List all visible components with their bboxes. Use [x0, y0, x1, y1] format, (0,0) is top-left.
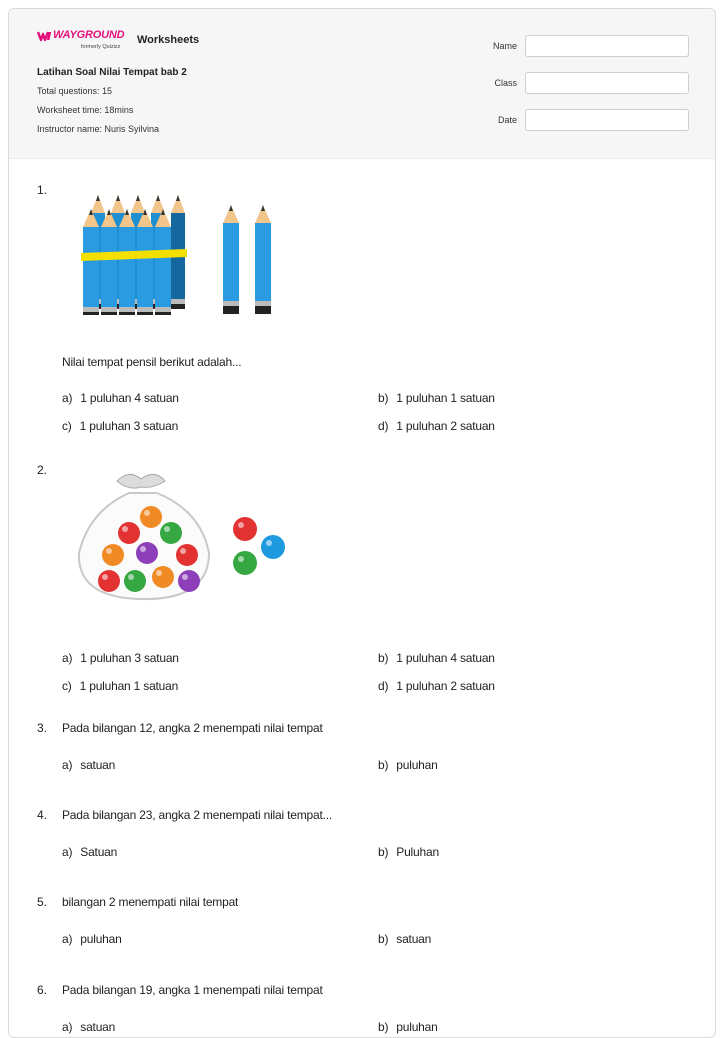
option-text: 1 puluhan 3 satuan [79, 419, 179, 433]
option-text: 1 puluhan 3 satuan [80, 651, 179, 665]
question-text: Pada bilangan 12, angka 2 menempati nilai tempat [62, 721, 323, 735]
question-text: Nilai tempat pensil berikut adalah... [62, 355, 242, 369]
option-a[interactable] [62, 758, 115, 772]
date-row [469, 109, 689, 131]
worksheet-header [9, 9, 715, 159]
option-text: 1 puluhan 4 satuan [396, 651, 495, 665]
option-a[interactable] [62, 391, 179, 405]
option-b[interactable] [378, 932, 431, 946]
instructor-name: Instructor name: Nuris Syilvina [37, 124, 160, 134]
brand [37, 29, 199, 55]
question-number: 2. [37, 463, 48, 477]
option-letter: d) [378, 679, 389, 693]
option-text: puluhan [396, 758, 438, 772]
option-b[interactable] [378, 651, 495, 665]
option-letter: b) [378, 391, 389, 405]
option-letter: b) [378, 845, 389, 859]
total-questions: Total questions: 15 [37, 86, 113, 96]
question-number: 3. [37, 721, 48, 735]
option-text: puluhan [396, 1020, 438, 1034]
name-field[interactable] [525, 35, 689, 57]
option-letter: b) [378, 758, 389, 772]
wayground-logo [37, 29, 133, 55]
option-letter: a) [62, 651, 73, 665]
student-fields [469, 35, 689, 146]
option-text: 1 puluhan 1 satuan [79, 679, 179, 693]
option-d[interactable] [378, 419, 495, 433]
option-a[interactable] [62, 651, 179, 665]
option-letter: d) [378, 419, 389, 433]
option-text: Puluhan [396, 845, 439, 859]
option-b[interactable] [378, 758, 438, 772]
option-a[interactable] [62, 932, 122, 946]
option-letter: c) [62, 679, 72, 693]
option-text: 1 puluhan 4 satuan [80, 391, 179, 405]
date-field[interactable] [525, 109, 689, 131]
wayground-logo-icon [37, 30, 53, 42]
marbles-bag-image [69, 467, 299, 605]
option-letter: c) [62, 419, 72, 433]
brand-title: Worksheets [137, 34, 200, 46]
option-letter: a) [62, 845, 73, 859]
option-letter: b) [378, 932, 389, 946]
option-letter: a) [62, 391, 73, 405]
question-text: Pada bilangan 19, angka 1 menempati nilai tempat [62, 983, 323, 997]
question-number: 5. [37, 895, 48, 909]
option-text: satuan [80, 758, 116, 772]
question-number: 6. [37, 983, 48, 997]
logo-subtext: formerly Quizizz [81, 44, 121, 50]
worksheet-page [8, 8, 716, 1038]
logo-wordmark: WAYGROUND [53, 29, 125, 41]
option-c[interactable] [62, 419, 178, 433]
question-text: Pada bilangan 23, angka 2 menempati nilai tempat... [62, 808, 332, 822]
worksheet-title: Latihan Soal Nilai Tempat bab 2 [37, 67, 187, 78]
option-letter: a) [62, 932, 73, 946]
question-number: 1. [37, 183, 48, 197]
name-row [469, 35, 689, 57]
option-text: Satuan [80, 845, 118, 859]
pencils-bundle-image [69, 191, 299, 315]
option-c[interactable] [62, 679, 178, 693]
option-text: satuan [80, 1020, 116, 1034]
option-a[interactable] [62, 845, 117, 859]
worksheet-info [37, 67, 187, 143]
class-label: Class [494, 78, 517, 88]
option-letter: b) [378, 651, 389, 665]
option-text: satuan [396, 932, 432, 946]
option-b[interactable] [378, 845, 439, 859]
name-label: Name [492, 41, 517, 51]
option-d[interactable] [378, 679, 495, 693]
date-label: Date [497, 115, 517, 125]
question-number: 4. [37, 808, 48, 822]
option-letter: b) [378, 1020, 389, 1034]
option-letter: a) [62, 1020, 73, 1034]
option-text: 1 puluhan 2 satuan [396, 679, 495, 693]
question-text: bilangan 2 menempati nilai tempat [62, 895, 239, 909]
option-b[interactable] [378, 1020, 438, 1034]
option-a[interactable] [62, 1020, 115, 1034]
option-text: puluhan [80, 932, 122, 946]
class-row [469, 72, 689, 94]
option-b[interactable] [378, 391, 495, 405]
option-text: 1 puluhan 1 satuan [396, 391, 495, 405]
option-text: 1 puluhan 2 satuan [396, 419, 495, 433]
worksheet-time: Worksheet time: 18mins [37, 105, 134, 115]
class-field[interactable] [525, 72, 689, 94]
option-letter: a) [62, 758, 73, 772]
